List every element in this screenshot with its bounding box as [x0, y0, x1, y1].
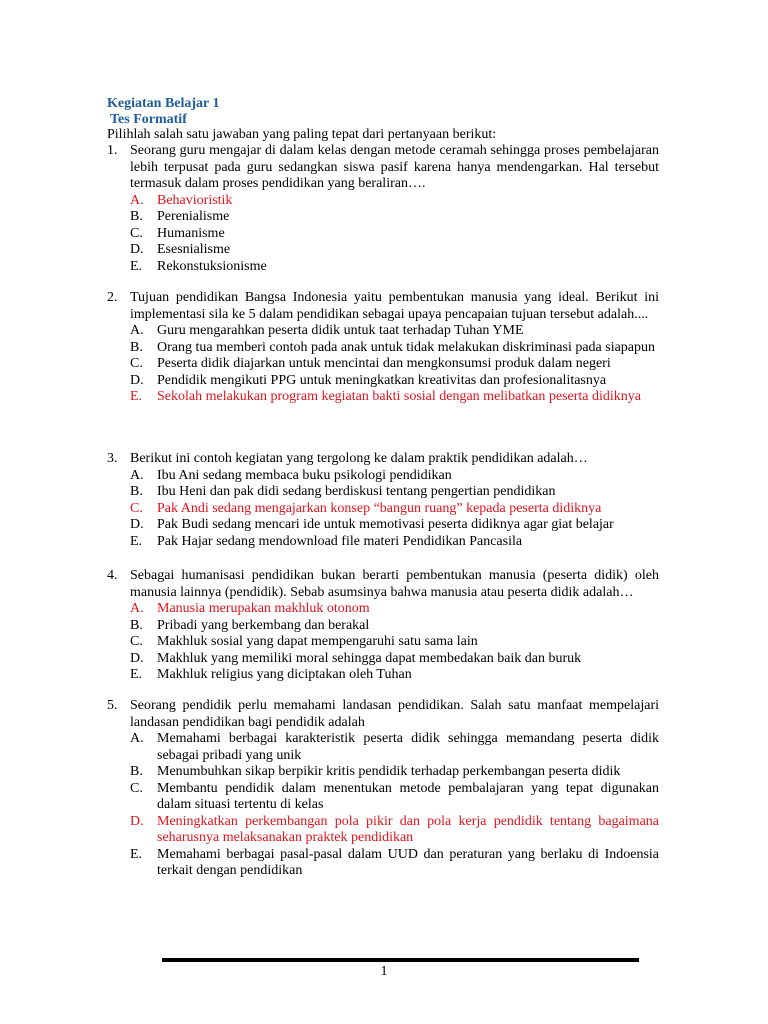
option [107, 781, 659, 814]
option [107, 373, 659, 390]
option [107, 634, 659, 651]
question-number: 3. [107, 451, 118, 466]
question-stem [107, 143, 659, 193]
option [107, 517, 659, 534]
option [107, 242, 659, 259]
option-list [107, 468, 659, 551]
option [107, 259, 659, 276]
option [107, 468, 659, 485]
question-stem [107, 698, 659, 731]
question-text: Sebagai humanisasi pendidikan bukan berarti pembentukan manusia (peserta didik) oleh manusia lainnya (pendidik). Sebab asumsinya bahwa manusia atau peserta didik adalah… [130, 568, 659, 600]
question-stem [107, 568, 659, 601]
option-letter: A. [130, 467, 144, 483]
option-text: Perenialisme [157, 209, 230, 224]
section-subtitle: Tes Formatif [110, 112, 187, 127]
option-text: Meningkatkan perkembangan pola pikir dan pola kerja pendidik tentang bagaimana seharusnya melaksanakan praktek pendidikan [157, 813, 659, 845]
option-text: Manusia merupakan makhluk otonom [157, 601, 370, 616]
option [107, 323, 659, 340]
question-stem [107, 451, 659, 468]
question-1 [107, 143, 659, 275]
option-letter: E. [130, 389, 143, 404]
option-correct [107, 601, 659, 618]
option-letter: C. [130, 356, 143, 371]
option [107, 618, 659, 635]
option-correct [107, 501, 659, 518]
option-text: Humanisme [157, 225, 225, 241]
option-list [107, 323, 659, 406]
option-letter: D. [130, 650, 144, 666]
option-text: Makhluk yang memiliki moral sehingga dapat membedakan baik dan buruk [157, 650, 582, 666]
option-text: Peserta didik diajarkan untuk mencintai dan mengkonsumsi produk dalam negeri [157, 356, 611, 371]
option-letter: C. [130, 780, 143, 796]
option [107, 847, 659, 880]
option-list [107, 731, 659, 880]
option [107, 484, 659, 501]
option [107, 356, 659, 373]
question-5 [107, 698, 659, 880]
question-3 [107, 451, 659, 550]
footer-rule [162, 958, 639, 962]
option-text: Memahami berbagai pasal-pasal dalam UUD dan peraturan yang berlaku di Indoensia terkait dengan pendidikan [157, 846, 659, 878]
question-stem [107, 290, 659, 323]
option [107, 534, 659, 551]
section-heading [107, 96, 220, 128]
option-letter: E. [130, 846, 143, 862]
option [107, 226, 659, 243]
option-text: Ibu Heni dan pak didi sedang berdiskusi tentang pengertian pendidikan [157, 484, 556, 499]
option-letter: C. [130, 500, 143, 516]
option-text: Membantu pendidik dalam menentukan metode pembalajaran yang tepat digunakan dalam situasi tertentu di kelas [157, 780, 659, 812]
option [107, 209, 659, 226]
option-text: Orang tua memberi contoh pada anak untuk tidak melakukan diskriminasi pada siapapun [157, 339, 656, 355]
option [107, 340, 659, 357]
question-number: 2. [107, 290, 118, 305]
question-number: 1. [107, 143, 118, 158]
option-text: Pak Hajar sedang mendownload file materi Pendidikan Pancasila [157, 533, 523, 549]
option-correct [107, 193, 659, 210]
option-letter: B. [130, 209, 143, 224]
option-correct [107, 814, 659, 847]
option-text: Pribadi yang berkembang dan berakal [157, 617, 370, 633]
option-text: Pak Budi sedang mencari ide untuk memotivasi peserta didiknya agar giat belajar [157, 517, 614, 532]
option-correct [107, 389, 659, 406]
question-text: Seorang pendidik perlu memahami landasan pendidikan. Salah satu manfaat mempelajari landasan pendidikan bagi pendidik adalah [130, 698, 659, 730]
option-text: Makhluk sosial yang dapat mempengaruhi satu sama lain [157, 634, 478, 649]
page-number: 1 [380, 964, 388, 979]
option-list [107, 601, 659, 684]
option-letter: C. [130, 225, 143, 241]
option-letter: B. [130, 617, 143, 633]
option-letter: E. [130, 258, 143, 274]
option-letter: E. [130, 533, 143, 549]
option-text: Rekonstuksionisme [157, 258, 267, 274]
question-2 [107, 290, 659, 406]
option-text: Menumbuhkan sikap berpikir kritis pendidik terhadap perkembangan peserta didik [157, 764, 621, 779]
option-text: Memahami berbagai karakteristik peserta didik sehingga memandang peserta didik sebagai pribadi yang unik [157, 731, 659, 763]
question-number: 4. [107, 568, 118, 583]
option-letter: D. [130, 242, 144, 257]
option-letter: A. [130, 323, 144, 338]
option [107, 651, 659, 668]
option-letter: A. [130, 731, 144, 746]
option-text: Makhluk religius yang diciptakan oleh Tuhan [157, 667, 412, 682]
option-text: Behavioristik [157, 192, 233, 208]
option-text: Pendidik mengikuti PPG untuk meningkatkan kreativitas dan profesionalitasnya [157, 372, 607, 388]
option-letter: D. [130, 517, 144, 532]
option-letter: A. [130, 601, 144, 616]
option-letter: B. [130, 764, 143, 779]
option-text: Sekolah melakukan program kegiatan bakti sosial dengan melibatkan peserta didiknya [157, 389, 642, 404]
section-title: Kegiatan Belajar 1 [107, 96, 220, 111]
option-letter: A. [130, 192, 144, 208]
option [107, 667, 659, 684]
option-letter: D. [130, 813, 144, 829]
option-text: Ibu Ani sedang membaca buku psikologi pendidikan [157, 467, 452, 483]
option [107, 764, 659, 781]
option-letter: E. [130, 667, 143, 682]
option-letter: B. [130, 484, 143, 499]
option-text: Esesnialisme [157, 242, 231, 257]
instructions: Pilihlah salah satu jawaban yang paling tepat dari pertanyaan berikut: [107, 127, 497, 142]
question-text: Seorang guru mengajar di dalam kelas dengan metode ceramah sehingga proses pembelajaran lebih terpusat pada guru sedangkan siswa pasif karena hanya mendengarkan. Hal tersebut termasuk dalam proses pendidikan yang beraliran…. [130, 143, 659, 191]
option-letter: B. [130, 339, 143, 355]
question-number: 5. [107, 698, 118, 713]
option-letter: D. [130, 372, 144, 388]
option-text: Pak Andi sedang mengajarkan konsep “bangun ruang” kepada peserta didiknya [157, 500, 602, 516]
option [107, 731, 659, 764]
option-letter: C. [130, 634, 143, 649]
question-text: Tujuan pendidikan Bangsa Indonesia yaitu pembentukan manusia yang ideal. Berikut ini implementasi sila ke 5 dalam pendidikan sebagai upaya pencapaian tujuan tersebut adalah.... [130, 290, 659, 322]
option-text: Guru mengarahkan peserta didik untuk taat terhadap Tuhan YME [157, 323, 524, 338]
option-list [107, 193, 659, 276]
question-text: Berikut ini contoh kegiatan yang tergolong ke dalam praktik pendidikan adalah… [130, 451, 588, 466]
question-4 [107, 568, 659, 684]
